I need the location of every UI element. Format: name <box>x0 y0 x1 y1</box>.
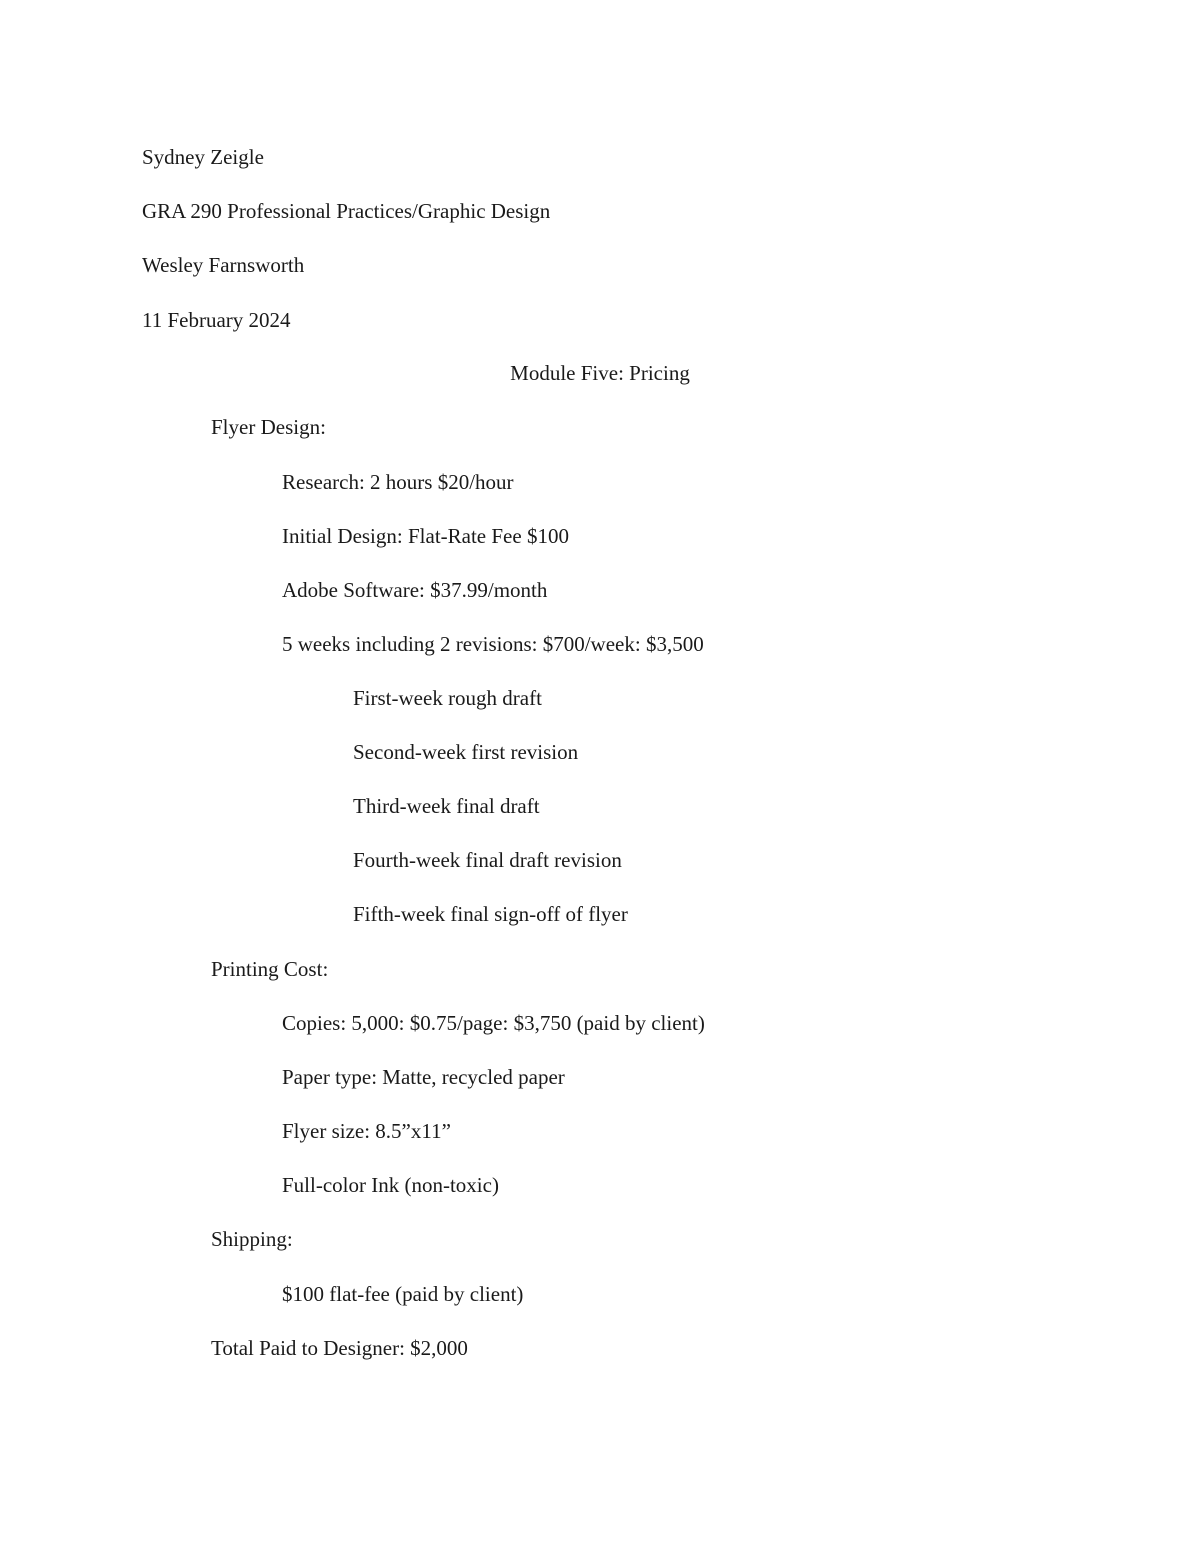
shipping-heading: Shipping: <box>211 1227 293 1251</box>
flyer-design-heading: Flyer Design: <box>211 415 326 439</box>
schedule-item: Fourth-week final draft revision <box>353 848 622 872</box>
schedule-item: Second-week first revision <box>353 740 579 764</box>
schedule-item: Fifth-week final sign-off of flyer <box>353 902 628 926</box>
flyer-design-item: Initial Design: Flat-Rate Fee $100 <box>282 524 569 548</box>
printing-cost-heading: Printing Cost: <box>211 957 329 981</box>
printing-item: Copies: 5,000: $0.75/page: $3,750 (paid by client) <box>282 1011 705 1035</box>
document-date: 11 February 2024 <box>142 308 291 332</box>
document-title: Module Five: Pricing <box>510 361 690 385</box>
instructor-name: Wesley Farnsworth <box>142 253 305 277</box>
printing-item: Full-color Ink (non-toxic) <box>282 1173 499 1197</box>
schedule-item: Third-week final draft <box>353 794 540 818</box>
flyer-design-item: 5 weeks including 2 revisions: $700/week: $3,500 <box>282 632 704 656</box>
shipping-item: $100 flat-fee (paid by client) <box>282 1282 524 1306</box>
flyer-design-item: Adobe Software: $37.99/month <box>282 578 548 602</box>
printing-item: Paper type: Matte, recycled paper <box>282 1065 565 1089</box>
total-paid: Total Paid to Designer: $2,000 <box>211 1336 468 1360</box>
printing-item: Flyer size: 8.5”x11” <box>282 1119 451 1143</box>
course-name: GRA 290 Professional Practices/Graphic Design <box>142 199 551 223</box>
schedule-item: First-week rough draft <box>353 686 542 710</box>
flyer-design-item: Research: 2 hours $20/hour <box>282 470 514 494</box>
student-name: Sydney Zeigle <box>142 145 264 169</box>
